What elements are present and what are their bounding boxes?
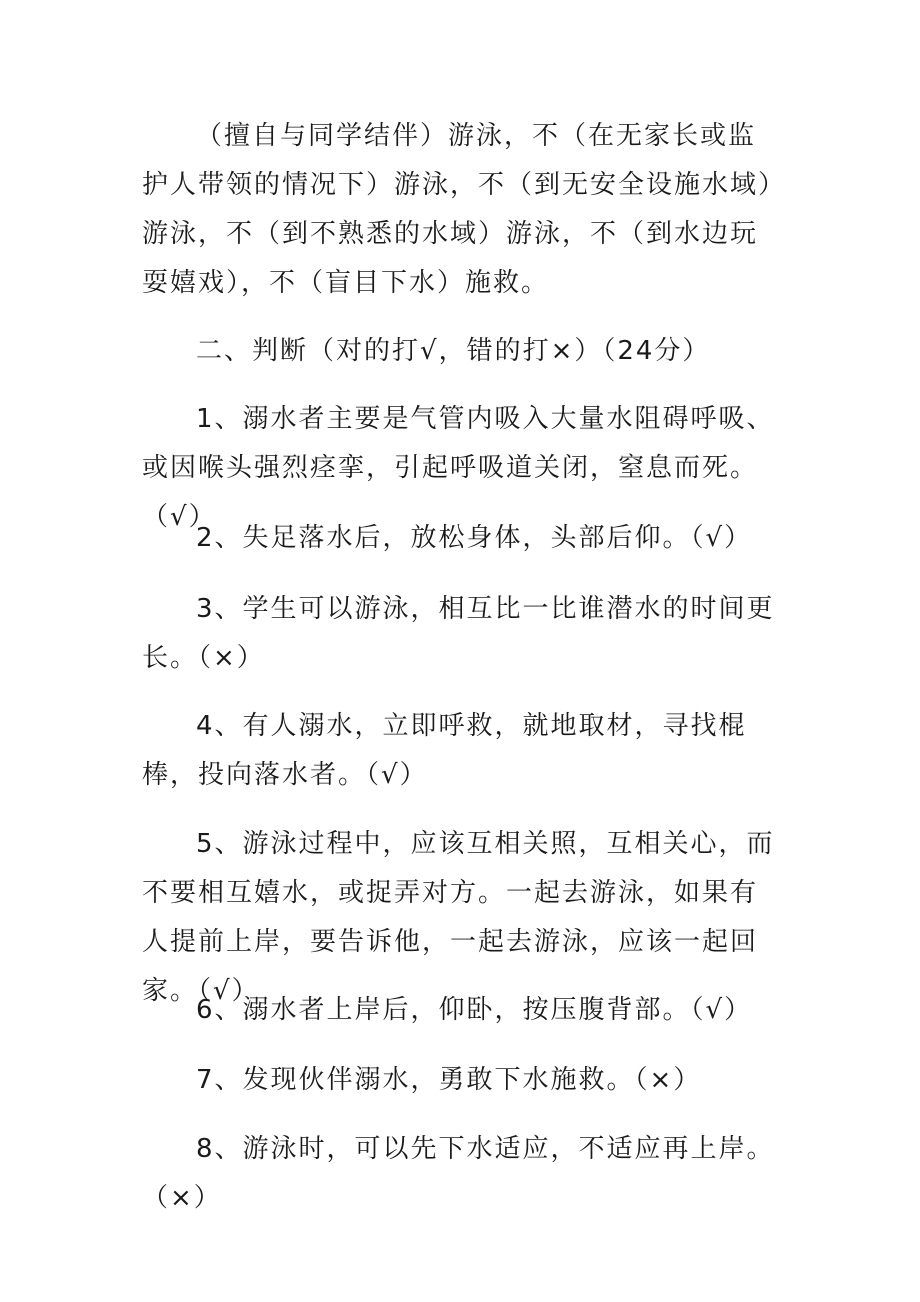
- question-2: 2、失足落水后，放松身体，头部后仰。（√）: [196, 523, 753, 553]
- section-heading: 二、判断（对的打√，错的打×）（24分）: [196, 336, 711, 366]
- question-6: 6、溺水者上岸后，仰卧，按压腹背部。（√）: [196, 995, 753, 1025]
- question-8: 8、游泳时，可以先下水适应，不适应再上岸。（×）: [142, 1134, 775, 1213]
- question-7: 7、发现伙伴溺水，勇敢下水施救。（×）: [196, 1065, 702, 1095]
- intro-paragraph: （擅自与同学结伴）游泳，不（在无家长或监护人带领的情况下）游泳，不（到无安全设施水域）游泳，不（到不熟悉的水域）游泳，不（到水边玩耍嬉戏），不（盲目下水）施救。: [142, 121, 774, 298]
- question-3: 3、学生可以游泳，相互比一比谁潜水的时间更长。（×）: [142, 594, 775, 673]
- question-1: 1、溺水者主要是气管内吸入大量水阻碍呼吸、或因喉头强烈痉挛，引起呼吸道关闭，窒息而死。（√）: [142, 404, 775, 532]
- question-5: 5、游泳过程中，应该互相关照，互相关心，而不要相互嬉水，或捉弄对方。一起去游泳，如果有人提前上岸，要告诉他，一起去游泳，应该一起回家。（√）: [142, 829, 775, 1006]
- question-4: 4、有人溺水，立即呼救，就地取材，寻找棍棒，投向落水者。（√）: [142, 711, 747, 790]
